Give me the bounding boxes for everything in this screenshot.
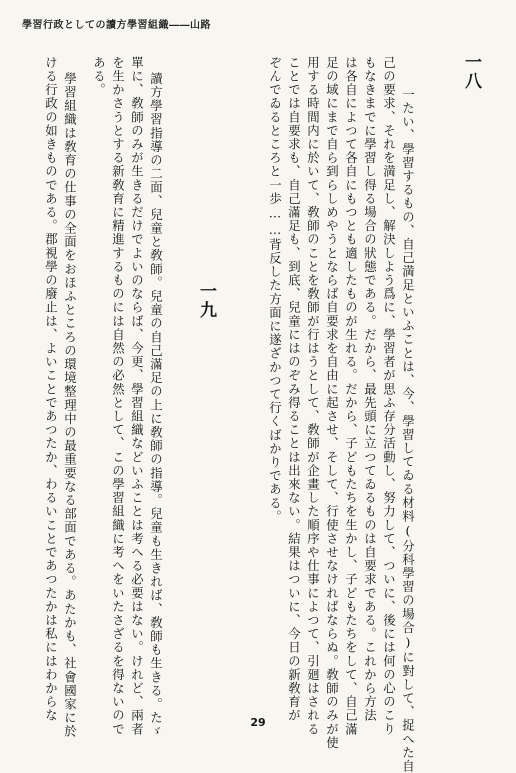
section-number-18: 一八 <box>461 53 481 91</box>
section-19-line-5: 學習組織は敎育の仕事の全面をおほふところの環境整理中の最重要なる部面である。あたかも、社會國家に於 <box>62 72 78 739</box>
section-18-line-2: 己の要求、それを満足し、解決しよう爲に、學習者が思ふ存分活動し、努力して、ついに、後には何の心のこり <box>381 56 397 736</box>
section-number-19: 一九 <box>196 282 216 320</box>
section-18-line-1: 一たい、學習するもの、自己満足といふことは、今、學習してゐる材料(分科學習の場合)に對して、捉へた自 <box>400 88 416 773</box>
section-18-line-4: は各自によつて各自にもつとも適したものが生れる。だから、子どもたちを生かし、子どもたちをして、自己滿 <box>343 56 359 736</box>
section-18-line-5: 足の域にまで自ら到らしめやうとならば自要求を自由に起させ、そして、行使させなければならぬ。敎師のみが使 <box>324 56 340 750</box>
section-19-line-1: 讀方學習指導の二面、兒童と敎師。兒童の自己滿足の上に敎師の指導。兒童も生きれば、敎師も生きる。たゞ <box>148 72 164 739</box>
section-19-line-4: ある。 <box>91 56 107 97</box>
section-18-line-3: もなきまでに學習し得る場合の狀態である。だから、最先頭に立つてゐるものは自要求である。これから方法 <box>362 56 378 723</box>
section-18-line-8: ぞんでゐるところと一歩……背反した方面に遂ざかつて行くばかりである。 <box>267 56 283 524</box>
section-19-line-6: ける行政の如きものである。郡視學の廢止は、よいことであつたか、わるいことであつたかは私にはわからな <box>43 56 59 723</box>
section-19-line-3: を生かさうとする新敎育に精進するものには自然の必然として、この學習組織に考へをいたさざるを得ないので <box>110 56 126 736</box>
section-19-line-2: 單に、敎師のみが生きるだけでよいのならば、今更、學習組織などいふことは考へる必要はない。けれど、兩者 <box>129 56 145 736</box>
section-18-line-6: 用する時間内に於いて、敎師のことを敎師が行はうとして、敎師が企畫した順序や仕事によつて、引廻はされる <box>305 56 321 736</box>
section-18-line-7: ことでは自要求も、自己滿足も、到底、兒童にはのぞみ得ることは出來ない。結果はついに、今日の新敎育が <box>286 56 302 723</box>
running-head: 學習行政としての讀方學習組織――山路 <box>22 20 211 31</box>
page-number: 29 <box>250 716 266 729</box>
